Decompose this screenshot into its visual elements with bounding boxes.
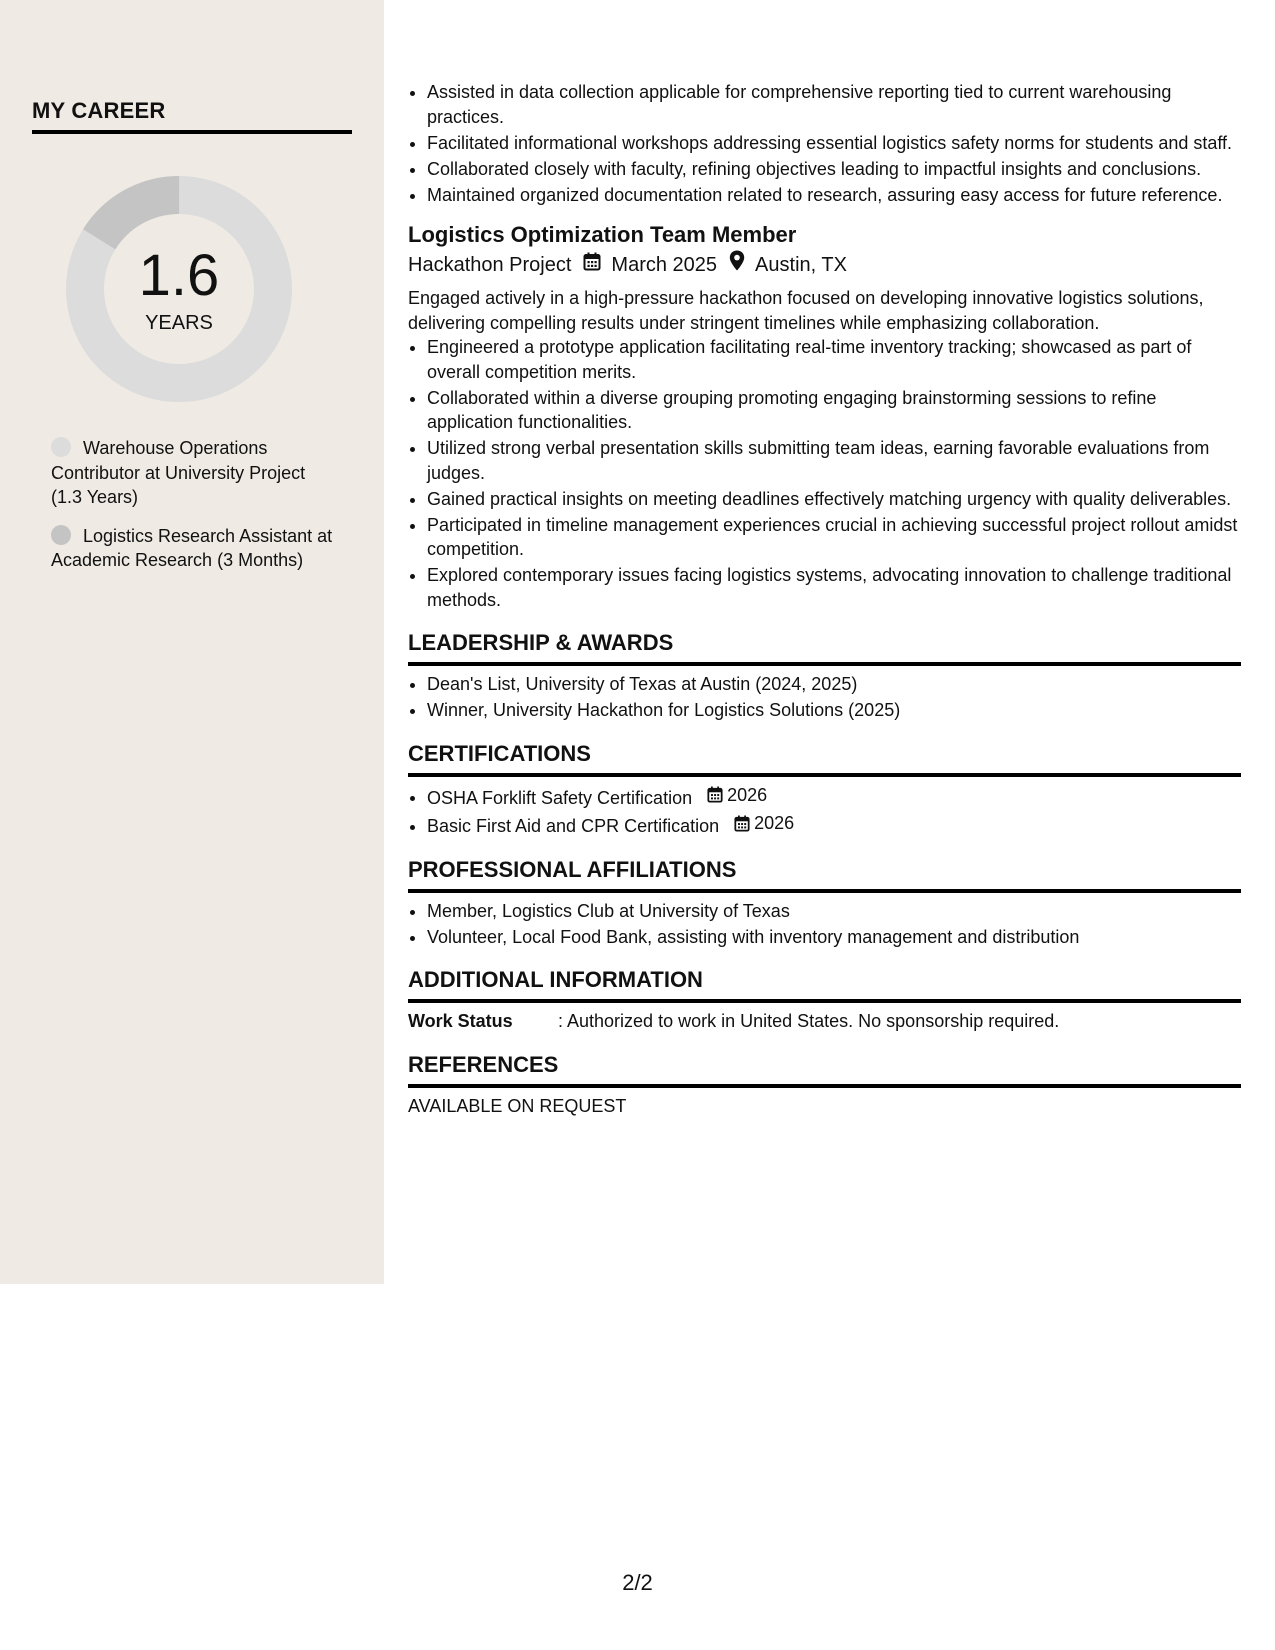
job-date: March 2025 — [611, 254, 718, 276]
certification-item — [427, 811, 1241, 838]
legend-dot-icon — [51, 437, 71, 457]
bullet-item: • Utilized strong verbal presentation skills submitting team ideas, earning favorable evaluations from judges. — [427, 436, 1241, 485]
main-content — [408, 80, 1241, 1118]
certifications-heading: CERTIFICATIONS — [408, 739, 1241, 777]
certification-name: Basic First Aid and CPR Certification — [427, 816, 720, 836]
references-heading: REFERENCES — [408, 1050, 1241, 1088]
job-meta — [408, 250, 1241, 280]
job-location: Austin, TX — [755, 254, 847, 276]
legend-dot-icon — [51, 525, 71, 545]
certification-year: 2026 — [754, 813, 795, 834]
bullet-item: • Maintained organized documentation related to research, assuring easy access for future reference. — [427, 183, 1241, 208]
career-total-unit: YEARS — [145, 312, 213, 334]
certification-year: 2026 — [727, 784, 768, 805]
affiliations-list — [408, 899, 1241, 950]
calendar-icon — [583, 250, 601, 280]
certifications-list — [408, 783, 1241, 839]
work-status-value: : Authorized to work in United States. No sponsorship required. — [558, 1011, 1060, 1031]
leadership-list — [408, 672, 1241, 723]
award-item: • Winner, University Hackathon for Logistics Solutions (2025) — [427, 698, 1241, 723]
additional-info-heading: ADDITIONAL INFORMATION — [408, 965, 1241, 1003]
career-list — [51, 436, 341, 587]
page-number: 2/2 — [622, 1570, 653, 1595]
job-company: Hackathon Project — [408, 254, 572, 276]
job-bullets — [408, 335, 1241, 612]
job-title: Logistics Optimization Team Member — [408, 222, 797, 247]
bullet-item: • Gained practical insights on meeting deadlines effectively matching urgency with quality deliverables. — [427, 487, 1241, 512]
career-item — [51, 524, 341, 573]
bullet-item: • Engineered a prototype application facilitating real-time inventory tracking; showcased as part of overall competition merits. — [427, 335, 1241, 384]
bullet-item: • Explored contemporary issues facing logistics systems, advocating innovation to challenge traditional methods. — [427, 563, 1241, 612]
bullet-item: • Assisted in data collection applicable for comprehensive reporting tied to current warehousing practices. — [427, 80, 1241, 129]
career-donut-chart — [66, 176, 292, 402]
location-pin-icon — [729, 250, 745, 280]
bullet-item: • Collaborated closely with faculty, refining objectives leading to impactful insights and conclusions. — [427, 157, 1241, 182]
affiliation-item: • Member, Logistics Club at University of Texas — [427, 899, 1241, 924]
bullet-item: • Collaborated within a diverse grouping promoting engaging brainstorming sessions to refine application functionalities. — [427, 386, 1241, 435]
bullet-item: • Participated in timeline management experiences crucial in achieving successful project rollout amidst competition. — [427, 513, 1241, 562]
career-item — [51, 436, 341, 510]
certification-date — [707, 783, 767, 808]
career-item-label: Logistics Research Assistant at Academic Research (3 Months) — [51, 525, 333, 570]
work-status-row — [408, 1009, 1241, 1034]
certification-date — [734, 811, 794, 836]
career-item-label: Warehouse Operations Contributor at University Project (1.3 Years) — [51, 438, 306, 507]
work-status-label: Work Status — [408, 1011, 513, 1031]
job-description: Engaged actively in a high-pressure hackathon focused on developing innovative logistics solutions, delivering compelling results under stringent timelines while emphasizing collaboration. — [408, 288, 1204, 333]
calendar-icon — [707, 786, 723, 803]
previous-job-bullets — [408, 80, 1241, 207]
certification-item — [427, 783, 1241, 810]
career-total-years: 1.6 — [138, 243, 220, 308]
leadership-heading: LEADERSHIP & AWARDS — [408, 628, 1241, 666]
sidebar-title: MY CAREER — [32, 98, 352, 134]
certification-name: OSHA Forklift Safety Certification — [427, 787, 693, 808]
references-text: AVAILABLE ON REQUEST — [408, 1095, 627, 1116]
calendar-icon — [734, 815, 750, 832]
award-item: • Dean's List, University of Texas at Austin (2024, 2025) — [427, 672, 1241, 697]
sidebar — [0, 0, 384, 1284]
bullet-item: • Facilitated informational workshops addressing essential logistics safety norms for students and staff. — [427, 131, 1241, 156]
affiliations-heading: PROFESSIONAL AFFILIATIONS — [408, 855, 1241, 893]
affiliation-item: • Volunteer, Local Food Bank, assisting with inventory management and distribution — [427, 925, 1241, 950]
